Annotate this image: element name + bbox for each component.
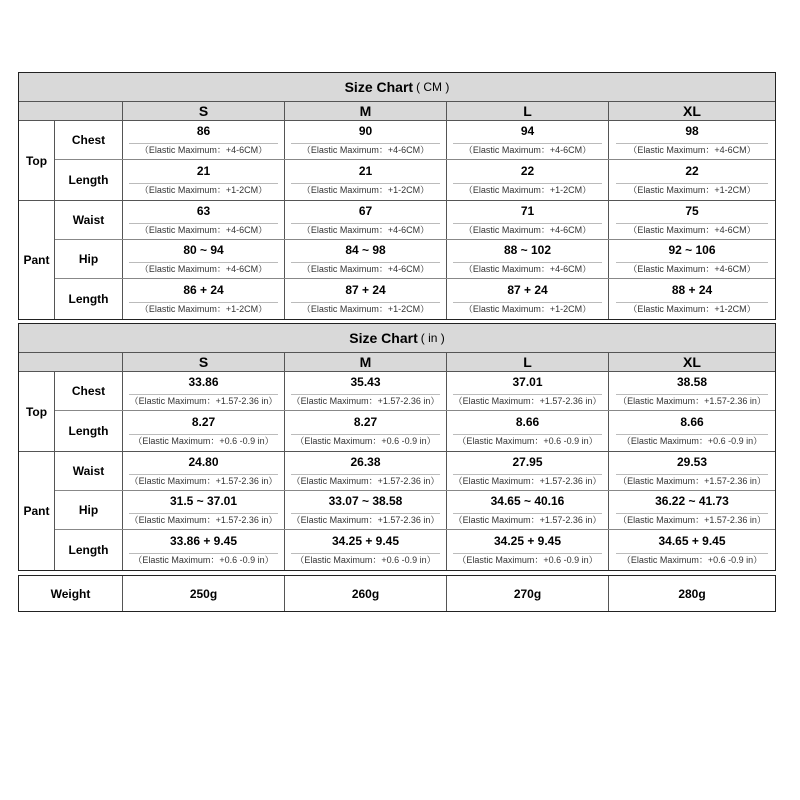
size-chart-cm — [18, 72, 776, 320]
elastic-note: （Elastic Maximum：+1-2CM） — [291, 302, 439, 315]
size-header-s: S — [123, 102, 285, 120]
measure-cell-xl — [609, 160, 775, 200]
measure-cell-xl — [609, 452, 775, 490]
measure-value: 21 — [196, 164, 211, 178]
measure-value: 84 ~ 98 — [345, 243, 386, 257]
measure-cell-l — [447, 160, 609, 200]
measure-label: Waist — [55, 201, 123, 239]
measure-cell-s — [123, 240, 285, 278]
group-label: Pant — [19, 201, 55, 319]
measure-label: Length — [55, 279, 123, 319]
measure-value: 22 — [520, 164, 535, 178]
measure-value: 26.38 — [350, 455, 381, 469]
measure-value: 8.66 — [515, 415, 540, 429]
elastic-note: （Elastic Maximum：+0.6 -0.9 in） — [616, 434, 769, 447]
measure-value: 94 — [520, 124, 535, 138]
measure-label: Chest — [55, 372, 123, 410]
measure-cell-m — [285, 411, 447, 451]
elastic-note: （Elastic Maximum：+1-2CM） — [616, 302, 769, 315]
header-blank — [19, 102, 123, 120]
elastic-note: （Elastic Maximum：+1.57-2.36 in） — [129, 476, 278, 486]
elastic-note: （Elastic Maximum：+4-6CM） — [291, 143, 439, 156]
measure-cell-m — [285, 240, 447, 278]
elastic-note: （Elastic Maximum：+4-6CM） — [129, 262, 277, 275]
measure-value: 98 — [685, 124, 699, 138]
measure-cell-l — [447, 372, 609, 410]
measure-value: 86 — [196, 124, 211, 138]
measure-cell-s — [123, 279, 285, 319]
measure-cell-s — [123, 372, 285, 410]
elastic-note: （Elastic Maximum：+1-2CM） — [291, 183, 439, 196]
elastic-note: （Elastic Maximum：+1-2CM） — [616, 183, 769, 196]
measure-cell-m — [285, 160, 447, 200]
elastic-note: （Elastic Maximum：+1.57-2.36 in） — [616, 513, 769, 526]
measure-cell-s — [123, 201, 285, 239]
elastic-note: （Elastic Maximum：+1.57-2.36 in） — [453, 515, 602, 525]
measure-value: 22 — [685, 164, 699, 178]
group-label: Top — [19, 121, 55, 200]
measure-value: 71 — [520, 204, 535, 218]
measure-row-length — [55, 530, 775, 570]
elastic-note: （Elastic Maximum：+1-2CM） — [453, 302, 601, 315]
elastic-note: （Elastic Maximum：+4-6CM） — [129, 223, 277, 236]
size-header-xl: XL — [683, 354, 701, 370]
elastic-note: （Elastic Maximum：+1.57-2.36 in） — [453, 476, 602, 486]
elastic-note: （Elastic Maximum：+1.57-2.36 in） — [129, 515, 278, 525]
elastic-note: （Elastic Maximum：+1.57-2.36 in） — [291, 396, 440, 406]
measure-cell-s — [123, 411, 285, 451]
elastic-note: （Elastic Maximum：+1.57-2.36 in） — [291, 476, 440, 486]
header-blank — [19, 353, 123, 371]
weight-cell-s: 250g — [123, 576, 285, 611]
group-rows — [55, 201, 775, 319]
measure-cell-xl — [609, 411, 775, 451]
measure-row-waist — [55, 201, 775, 240]
measure-cell-s — [123, 160, 285, 200]
elastic-note: （Elastic Maximum：+1.57-2.36 in） — [453, 396, 602, 406]
measure-row-chest — [55, 121, 775, 160]
measure-group-pant — [19, 201, 775, 319]
measure-label: Hip — [55, 491, 123, 529]
elastic-note: （Elastic Maximum：+1.57-2.36 in） — [129, 396, 278, 406]
measure-value: 24.80 — [188, 455, 219, 469]
elastic-note: （Elastic Maximum：+1-2CM） — [129, 302, 277, 315]
measure-cell-l — [447, 240, 609, 278]
measure-value: 88 ~ 102 — [503, 243, 552, 257]
measure-row-length — [55, 411, 775, 451]
measure-row-length — [55, 279, 775, 319]
measure-group-top — [19, 121, 775, 201]
measure-value: 35.43 — [350, 375, 381, 389]
group-rows — [55, 372, 775, 451]
measure-cell-xl — [609, 121, 775, 159]
group-rows — [55, 452, 775, 570]
measure-row-hip — [55, 240, 775, 279]
measure-cell-m — [285, 121, 447, 159]
measure-value: 38.58 — [676, 375, 708, 389]
measure-cell-l — [447, 279, 609, 319]
inch-groups — [19, 372, 775, 570]
measure-cell-m — [285, 372, 447, 410]
measure-value: 33.86 + 9.45 — [169, 534, 238, 548]
weight-cell-m: 260g — [285, 576, 447, 611]
measure-label: Hip — [55, 240, 123, 278]
elastic-note: （Elastic Maximum：+0.6 -0.9 in） — [129, 553, 277, 566]
measure-value: 80 ~ 94 — [183, 243, 224, 257]
weight-table — [18, 575, 776, 612]
measure-cell-m — [285, 530, 447, 570]
measure-value: 21 — [358, 164, 373, 178]
measure-value: 34.25 + 9.45 — [493, 534, 562, 548]
measure-value: 37.01 — [512, 375, 543, 389]
measure-cell-s — [123, 121, 285, 159]
measure-value: 36.22 ~ 41.73 — [655, 494, 729, 508]
measure-cell-s — [123, 491, 285, 529]
elastic-note: （Elastic Maximum：+4-6CM） — [291, 262, 439, 275]
size-chart-inch-title — [19, 324, 775, 353]
measure-label: Length — [55, 530, 123, 570]
chart-title: Size Chart — [349, 330, 418, 346]
chart-unit: ( CM ) — [416, 80, 450, 94]
measure-value: 33.07 ~ 38.58 — [328, 494, 403, 508]
measure-label: Length — [55, 160, 123, 200]
measure-label: Chest — [55, 121, 123, 159]
measure-cell-l — [447, 530, 609, 570]
group-rows — [55, 121, 775, 200]
elastic-note: （Elastic Maximum：+1.57-2.36 in） — [616, 474, 769, 487]
measure-value: 88 + 24 — [671, 283, 713, 297]
measure-value: 34.25 + 9.45 — [331, 534, 400, 548]
weight-cell-l: 270g — [447, 576, 609, 611]
measure-cell-l — [447, 452, 609, 490]
measure-cell-m — [285, 279, 447, 319]
size-header-s: S — [123, 353, 285, 371]
elastic-note: （Elastic Maximum：+1-2CM） — [129, 183, 277, 196]
weight-cell-xl: 280g — [678, 586, 706, 601]
elastic-note: （Elastic Maximum：+4-6CM） — [616, 262, 769, 275]
measure-row-waist — [55, 452, 775, 491]
size-header-xl: XL — [683, 103, 701, 119]
elastic-note: （Elastic Maximum：+1.57-2.36 in） — [291, 515, 440, 525]
measure-cell-s — [123, 452, 285, 490]
elastic-note: （Elastic Maximum：+4-6CM） — [453, 223, 601, 236]
measure-value: 90 — [358, 124, 373, 138]
measure-row-chest — [55, 372, 775, 411]
elastic-note: （Elastic Maximum：+0.6 -0.9 in） — [291, 434, 439, 447]
measure-value: 29.53 — [676, 455, 708, 469]
size-header-row — [19, 102, 775, 121]
elastic-note: （Elastic Maximum：+0.6 -0.9 in） — [453, 434, 601, 447]
measure-cell-l — [447, 491, 609, 529]
measure-cell-l — [447, 411, 609, 451]
size-header-m: M — [285, 102, 447, 120]
measure-value: 87 + 24 — [507, 283, 548, 297]
elastic-note: （Elastic Maximum：+1-2CM） — [453, 183, 601, 196]
size-header-row — [19, 353, 775, 372]
size-chart-inch — [18, 323, 776, 571]
measure-value: 33.86 — [188, 375, 219, 389]
measure-cell-m — [285, 201, 447, 239]
measure-group-top — [19, 372, 775, 452]
measure-label: Length — [55, 411, 123, 451]
size-chart-cm-title — [19, 73, 775, 102]
measure-cell-xl — [609, 372, 775, 410]
measure-cell-l — [447, 201, 609, 239]
measure-value: 34.65 + 9.45 — [658, 534, 726, 548]
measure-cell-xl — [609, 279, 775, 319]
measure-cell-s — [123, 530, 285, 570]
cm-groups — [19, 121, 775, 319]
elastic-note: （Elastic Maximum：+4-6CM） — [616, 223, 769, 236]
measure-label: Waist — [55, 452, 123, 490]
elastic-note: （Elastic Maximum：+0.6 -0.9 in） — [453, 553, 601, 566]
measure-cell-l — [447, 121, 609, 159]
measure-row-length — [55, 160, 775, 200]
elastic-note: （Elastic Maximum：+0.6 -0.9 in） — [616, 553, 769, 566]
weight-label: Weight — [19, 576, 123, 611]
elastic-note: （Elastic Maximum：+4-6CM） — [291, 223, 439, 236]
group-label: Pant — [19, 452, 55, 570]
measure-value: 8.27 — [353, 415, 378, 429]
size-header-m: M — [285, 353, 447, 371]
measure-value: 67 — [358, 204, 373, 218]
elastic-note: （Elastic Maximum：+0.6 -0.9 in） — [291, 553, 439, 566]
measure-value: 27.95 — [512, 455, 543, 469]
group-label: Top — [19, 372, 55, 451]
elastic-note: （Elastic Maximum：+4-6CM） — [129, 143, 277, 156]
measure-row-hip — [55, 491, 775, 530]
measure-cell-xl — [609, 491, 775, 529]
elastic-note: （Elastic Maximum：+0.6 -0.9 in） — [129, 434, 277, 447]
measure-value: 75 — [685, 204, 699, 218]
measure-value: 86 + 24 — [183, 283, 224, 297]
size-header-l: L — [447, 353, 609, 371]
measure-cell-m — [285, 452, 447, 490]
measure-value: 63 — [196, 204, 211, 218]
chart-title: Size Chart — [344, 79, 414, 95]
measure-cell-xl — [609, 530, 775, 570]
elastic-note: （Elastic Maximum：+1.57-2.36 in） — [616, 394, 769, 407]
measure-cell-xl — [609, 201, 775, 239]
measure-group-pant — [19, 452, 775, 570]
measure-cell-xl — [609, 240, 775, 278]
measure-value: 92 ~ 106 — [668, 243, 716, 257]
measure-value: 87 + 24 — [345, 283, 386, 297]
elastic-note: （Elastic Maximum：+4-6CM） — [453, 143, 601, 156]
measure-value: 8.66 — [680, 415, 704, 429]
measure-value: 31.5 ~ 37.01 — [169, 494, 238, 508]
measure-cell-m — [285, 491, 447, 529]
size-header-l: L — [447, 102, 609, 120]
elastic-note: （Elastic Maximum：+4-6CM） — [453, 262, 601, 275]
elastic-note: （Elastic Maximum：+4-6CM） — [616, 143, 769, 156]
measure-value: 8.27 — [191, 415, 216, 429]
chart-unit: ( in ) — [420, 331, 445, 345]
measure-value: 34.65 ~ 40.16 — [490, 494, 565, 508]
